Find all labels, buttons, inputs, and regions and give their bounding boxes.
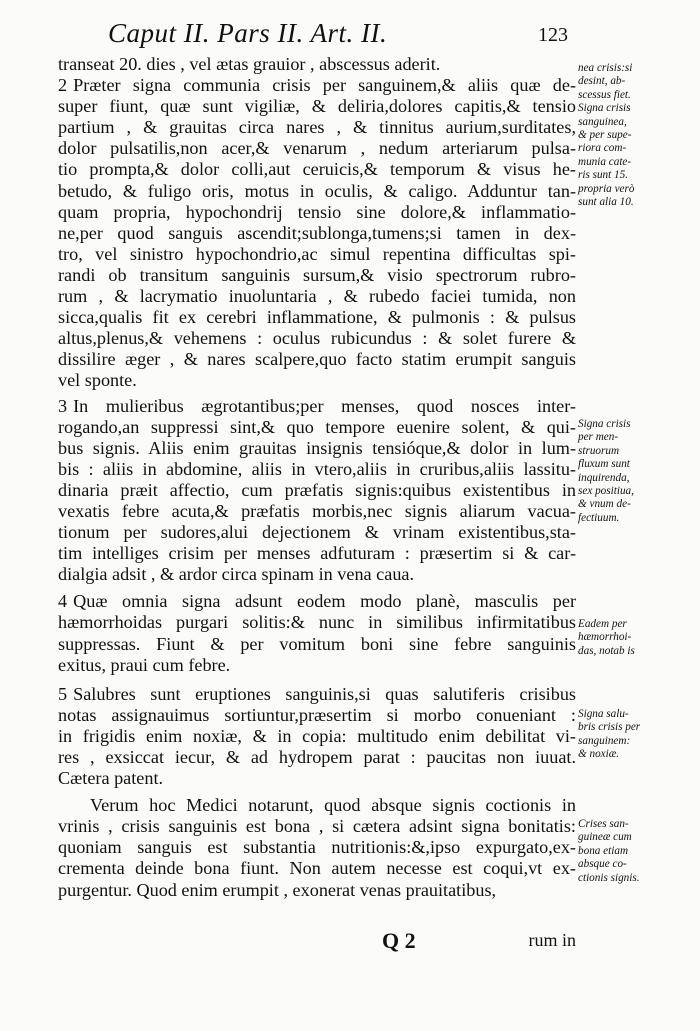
- margin-note-line: das, notab is: [578, 644, 635, 657]
- text-line: dialgia adsit , & ardor circa spinam in vena caua.: [58, 564, 415, 585]
- text-line: hæmorrhoidas purgari solitis:& nunc in similibus infirmitatibus: [58, 612, 576, 633]
- margin-note-line: Crises san-: [578, 818, 629, 830]
- margin-note-line: nea crisis:si: [578, 62, 633, 74]
- margin-note-line: fluxum sunt: [578, 458, 630, 471]
- text-line: tim intelliges crisim per menses adfuturam : præsertim si & car-: [58, 543, 576, 564]
- margin-note-line: propria verò: [578, 182, 635, 195]
- text-line: dolor pulsatilis,non acer,& venarum , nedum arteriarum pulsa-: [58, 138, 576, 159]
- text-line: vexatis febre acuta,& præfatis morbis,nec signis aliarum vacua-: [58, 500, 576, 521]
- text-line: [58, 396, 576, 417]
- text-line: [58, 75, 576, 96]
- margin-note-line: struorum: [578, 444, 620, 457]
- text-line: Cætera patent.: [58, 768, 164, 789]
- margin-note-line: absque co-: [578, 858, 627, 871]
- text-line: super fiunt, quæ sunt vigiliæ, & deliria,dolores capitis,& tensio: [58, 96, 576, 117]
- text-line: dinaria præit affectio, cum præfatis signis:quibus existentibus in: [58, 479, 576, 500]
- text-line: tionum per sudores,alui dejectionem & vrinam existentibus,sta-: [58, 522, 576, 543]
- text-line: vrinis , crisis sanguinis est bona , si cætera adsint signa bonitatis:: [58, 816, 576, 837]
- page-header: [108, 14, 648, 54]
- margin-note: [578, 708, 676, 762]
- paragraph-number: 2: [58, 75, 68, 96]
- margin-note-line: sex positiua,: [578, 485, 634, 498]
- line-text: Quæ omnia signa adsunt eodem modo planè, masculis per: [73, 591, 576, 612]
- margin-note: [578, 62, 676, 209]
- text-line: purgentur. Quod enim erumpit , exonerat venas prauitatibus,: [58, 879, 497, 900]
- margin-note-line: inquirenda,: [578, 471, 630, 484]
- text-line: rum , & lacrymatio inuoluntaria , & rubedo faciei tumida, non: [58, 286, 576, 307]
- margin-note-line: bris crisis per: [578, 721, 641, 734]
- margin-note-line: hæmorrhoi-: [578, 631, 632, 644]
- text-line: Verum hoc Medici notarunt, quod absque signis coctionis in: [90, 795, 576, 816]
- paragraph: [58, 684, 576, 789]
- margin-note-line: guineæ cum: [578, 831, 632, 844]
- margin-note-line: & vnum de-: [578, 498, 631, 511]
- text-line: rogando,an suppressi sint,& quo tempore euenire solent, & qui-: [58, 416, 576, 437]
- page-footer: [58, 928, 576, 954]
- paragraph: [58, 54, 576, 75]
- text-line: ne,per quod sanguis ascendit;sublonga,tumens;si tamen in dex-: [58, 222, 576, 243]
- line-text: Præter signa communia crisis per sanguinem,& aliis quæ de-: [73, 75, 576, 96]
- margin-note-line: bona etiam: [578, 844, 629, 857]
- paragraph: [58, 591, 576, 675]
- margin-note-line: riora com-: [578, 142, 627, 155]
- text-line: altus,plenus,& vehemens : oculus rubicundus : & solet furere &: [58, 328, 576, 349]
- text-line: [58, 684, 576, 705]
- margin-note-line: & noxiæ.: [578, 748, 620, 761]
- text-line: in frigidis enim noxiæ, & in copia: multitudo enim debilitat vi-: [58, 725, 576, 746]
- text-line: exitus, praui cum febre.: [58, 654, 231, 675]
- text-line: res , exsiccat iecur, & ad hydropem parat : paucitas non iuuat.: [58, 747, 576, 767]
- margin-note-line: Eadem per: [578, 618, 627, 630]
- text-line: quoniam sanguis est substantia nutritionis:&,ipso expurgato,ex-: [58, 837, 576, 858]
- text-line: notas assignauimus sortiuntur,præsertim si morbo conueniant :: [58, 704, 576, 725]
- margin-note-line: Signa crisis: [578, 102, 631, 115]
- main-text-column: [58, 54, 576, 901]
- margin-note-line: Signa salu-: [578, 708, 629, 720]
- margin-note-line: sanguinem:: [578, 734, 631, 747]
- paragraph: [58, 795, 576, 900]
- margin-note-line: sanguinea,: [578, 115, 627, 128]
- page-number: 123: [538, 24, 568, 46]
- signature-mark: Q 2: [382, 928, 416, 953]
- text-line: sicca,qualis fit ex cerebri inflammatione, & pulmonis : & pulsus: [58, 307, 576, 328]
- line-text: Salubres sunt eruptiones sanguinis,si quas salutiferis crisibus: [73, 683, 576, 704]
- margin-note-line: per men-: [578, 431, 619, 444]
- margin-note-line: Signa crisis: [578, 418, 631, 430]
- margin-note-line: desint, ab-: [578, 75, 626, 88]
- text-line: betudo, & fuligo oris, motus in oculis, & caligo. Adduntur tan-: [58, 180, 576, 201]
- text-line: tio prompta,& dolor colli,aut ceruicis,& temporum & visus he-: [58, 159, 576, 180]
- text-line: tro, vel sinistro hypochondrio,ac simul repentina difficultas spi-: [58, 243, 576, 264]
- text-line: transeat 20. dies , vel ætas grauior , abscessus aderit.: [58, 54, 441, 74]
- paragraph-number: 3: [58, 395, 68, 416]
- text-line: bis : aliis in abdomine, aliis in vtero,aliis in cruribus,aliis lassitu-: [58, 458, 576, 479]
- paragraph-number: 4: [58, 591, 68, 612]
- text-line: crementa deinde bona fiunt. Non autem necesse est coqui,vt ex-: [58, 858, 576, 879]
- margin-note-line: fectiuum.: [578, 511, 620, 524]
- paragraph-number: 5: [58, 683, 68, 704]
- catchword: rum in: [528, 930, 576, 950]
- margin-note-line: & per supe-: [578, 129, 632, 142]
- text-line: dissilire æger , & nares scalpere,quo facto statim erumpit sanguis: [58, 349, 576, 370]
- text-line: quam propria, hypochondrij tensio sine dolore,& inflammatio-: [58, 201, 576, 222]
- margin-note-line: ctionis signis.: [578, 871, 640, 884]
- paragraph: [58, 396, 576, 586]
- margin-note: [578, 618, 676, 658]
- text-line: vel sponte.: [58, 370, 137, 391]
- margin-note-line: munia cate-: [578, 155, 632, 168]
- text-line: bus signis. Aliis enim grauitas insignis tensióque,& dolor in lum-: [58, 437, 576, 458]
- line-text: In mulieribus ægrotantibus;per menses, quod nosces inter-: [73, 395, 576, 416]
- margin-note-line: sunt alia 10.: [578, 196, 634, 209]
- text-line: partium , & grauitas circa nares , & tinnitus aurium,surditates,: [58, 117, 576, 138]
- text-line: suppressas. Fiunt & per vomitum boni sine febre sanguinis: [58, 633, 576, 654]
- text-line: [58, 591, 576, 612]
- margin-note-line: ris sunt 15.: [578, 169, 629, 182]
- margin-note-line: scessus fiet.: [578, 88, 631, 101]
- margin-note: [578, 818, 676, 885]
- paragraph: [58, 75, 576, 391]
- text-line: randi ob transitum sanguinis sursum,& visio spectrorum rubro-: [58, 264, 576, 285]
- margin-note: [578, 418, 676, 525]
- running-title: Caput II. Pars II. Art. II.: [108, 18, 388, 48]
